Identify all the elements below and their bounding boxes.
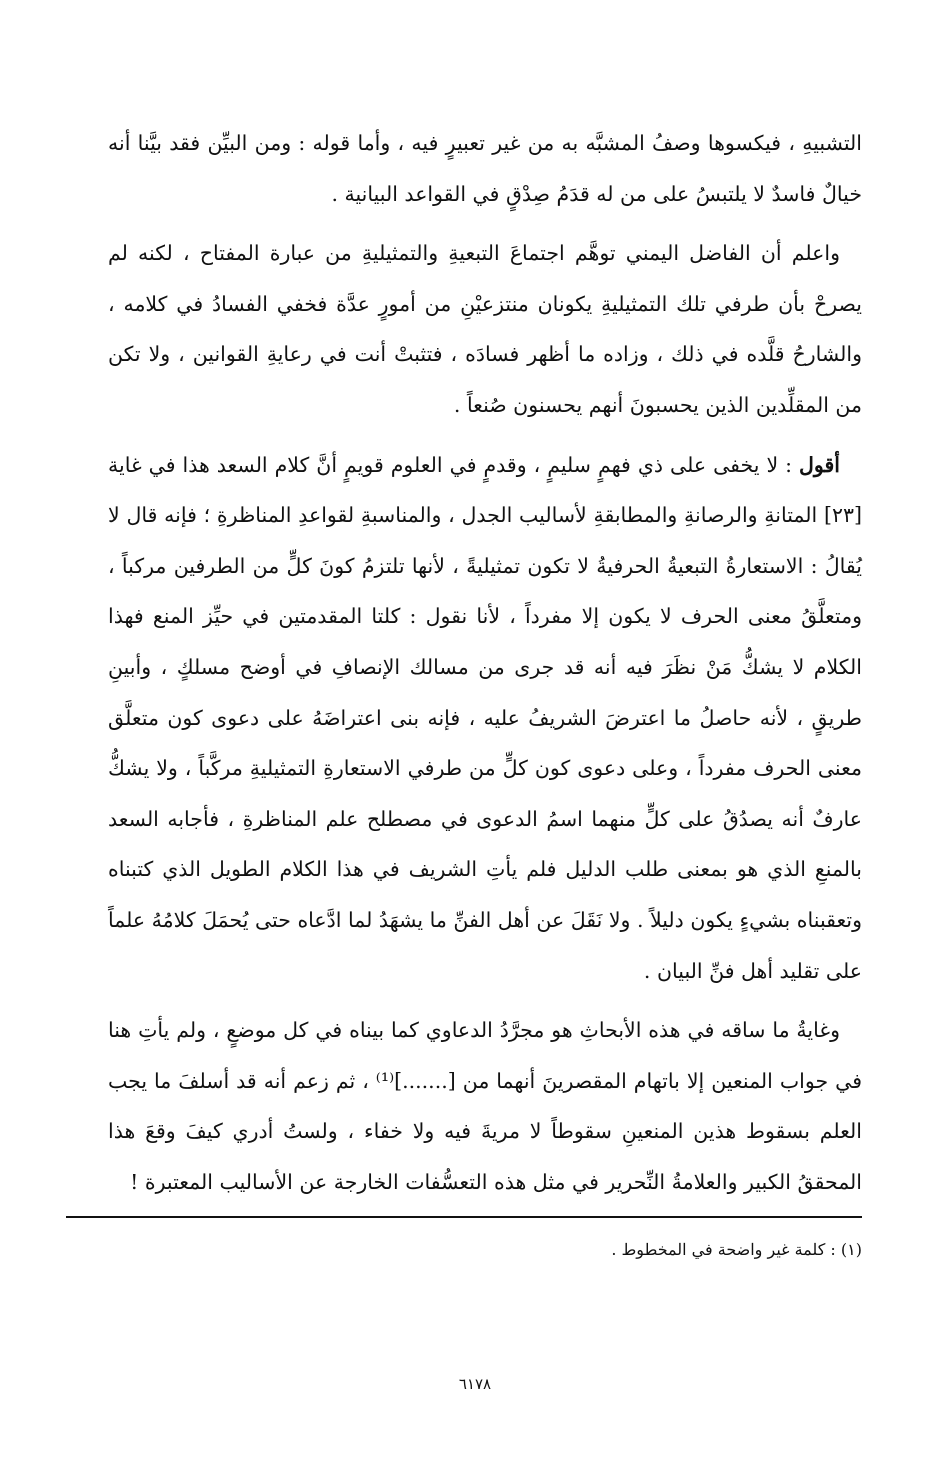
paragraph-4-text: وغايةُ ما ساقه في هذه الأبحاثِ هو مجرَّدُ الدعاوي كما بيناه في كل موضعٍ ، ولم يأتِ هنا في جواب المنعين إلا باتهام المقصرينَ أنهما من [.......]⁽¹⁾ ، ثم زعم أنه قد أسلفَ ما يجب العلم بسقوط هذين المنعينِ سقوطاً لا مريةَ فيه ولا خفاء ، ولستُ أدري كيفَ وقعَ هذا المحققُ الكبير والعلامةُ النِّحرير في مثل هذه التعسُّفات الخارجة عن الأساليب المعتبرة ! [108, 1018, 862, 1194]
paragraph-1 [108, 118, 862, 219]
paragraph-4 [108, 1005, 862, 1207]
paragraph-2-text: واعلم أن الفاضل اليمني توهَّم اجتماعَ التبعيةِ والتمثيليةِ من عبارة المفتاح ، لكنه لم يصرحْ بأن طرفي تلك التمثيليةِ يكونان منتزعيْنِ من أمورٍ عدَّة فخفي الفسادُ في كلامه ، والشارحُ قلَّده في ذلك ، وزاده ما أظهر فسادَه ، فتثبتْ أنت في رعايةِ القوانين ، ولا تكن من المقلِّدين الذين يحسبونَ أنهم يحسنون صُنعاً . [108, 241, 862, 417]
paragraph-3-text: : لا يخفى على ذي فهمٍ سليمٍ ، وقدمٍ في العلوم قويمٍ أنَّ كلام السعد هذا في غاية [٢٣] المتانةِ والرصانةِ والمطابقةِ لأساليب الجدل ، والمناسبةِ لقواعدِ المناظرةِ ؛ فإنه قال لا يُقالُ : الاستعارةُ التبعيةُ الحرفيةُ لا تكون تمثيليةً ، لأنها تلتزمُ كونَ كلٍّ من الطرفين مركباً ، ومتعلَّقُ معنى الحرف لا يكون إلا مفرداً ، لأنا نقول : كلتا المقدمتين في حيِّز المنع فهذا الكلام لا يشكُّ مَنْ نظَرَ فيه أنه قد جرى من مسالك الإنصافِ في أوضح مسلكٍ ، وأبينِ طريقٍ ، لأنه حاصلُ ما اعترضَ الشريفُ عليه ، فإنه بنى اعتراضَهُ على دعوى كون متعلَّق معنى الحرف مفرداً ، وعلى دعوى كون كلٍّ من طرفي الاستعارةِ التمثيليةِ مركَّباً ، ولا يشكُّ عارفٌ أنه يصدُقُ على كلٍّ منهما اسمُ الدعوى في مصطلح علم المناظرةِ ، فأجابه السعد بالمنعِ الذي هو بمعنى طلب الدليل فلم يأتِ الشريف في هذا الكلام الطويل الذي كتبناه وتعقبناه بشيءٍ يكون دليلاً . ولا نَقَلَ عن أهل الفنِّ ما يشهَدُ لما ادَّعاه حتى يُحمَلَ كلامُهُ علماً على تقليد أهل فنِّ البيان . [108, 452, 862, 983]
paragraph-3 [108, 440, 862, 997]
footnote-divider [66, 1216, 862, 1218]
paragraph-1-text: التشبيهِ ، فيكسوها وصفُ المشبَّه به من غير تعبيرٍ فيه ، وأما قوله : ومن البيِّن فقد بيَّنا أنه خيالٌ فاسدٌ لا يلتبسُ على من له قدَمُ صِدْقٍ في القواعد البيانية . [108, 131, 862, 206]
paragraph-3-lead-word: أقول [799, 452, 840, 477]
footnote: (١) : كلمة غير واضحة في المخطوط . [611, 1240, 862, 1259]
paragraph-2 [108, 228, 862, 430]
page-number: ٦١٧٨ [458, 1375, 492, 1393]
main-text [108, 118, 862, 1216]
